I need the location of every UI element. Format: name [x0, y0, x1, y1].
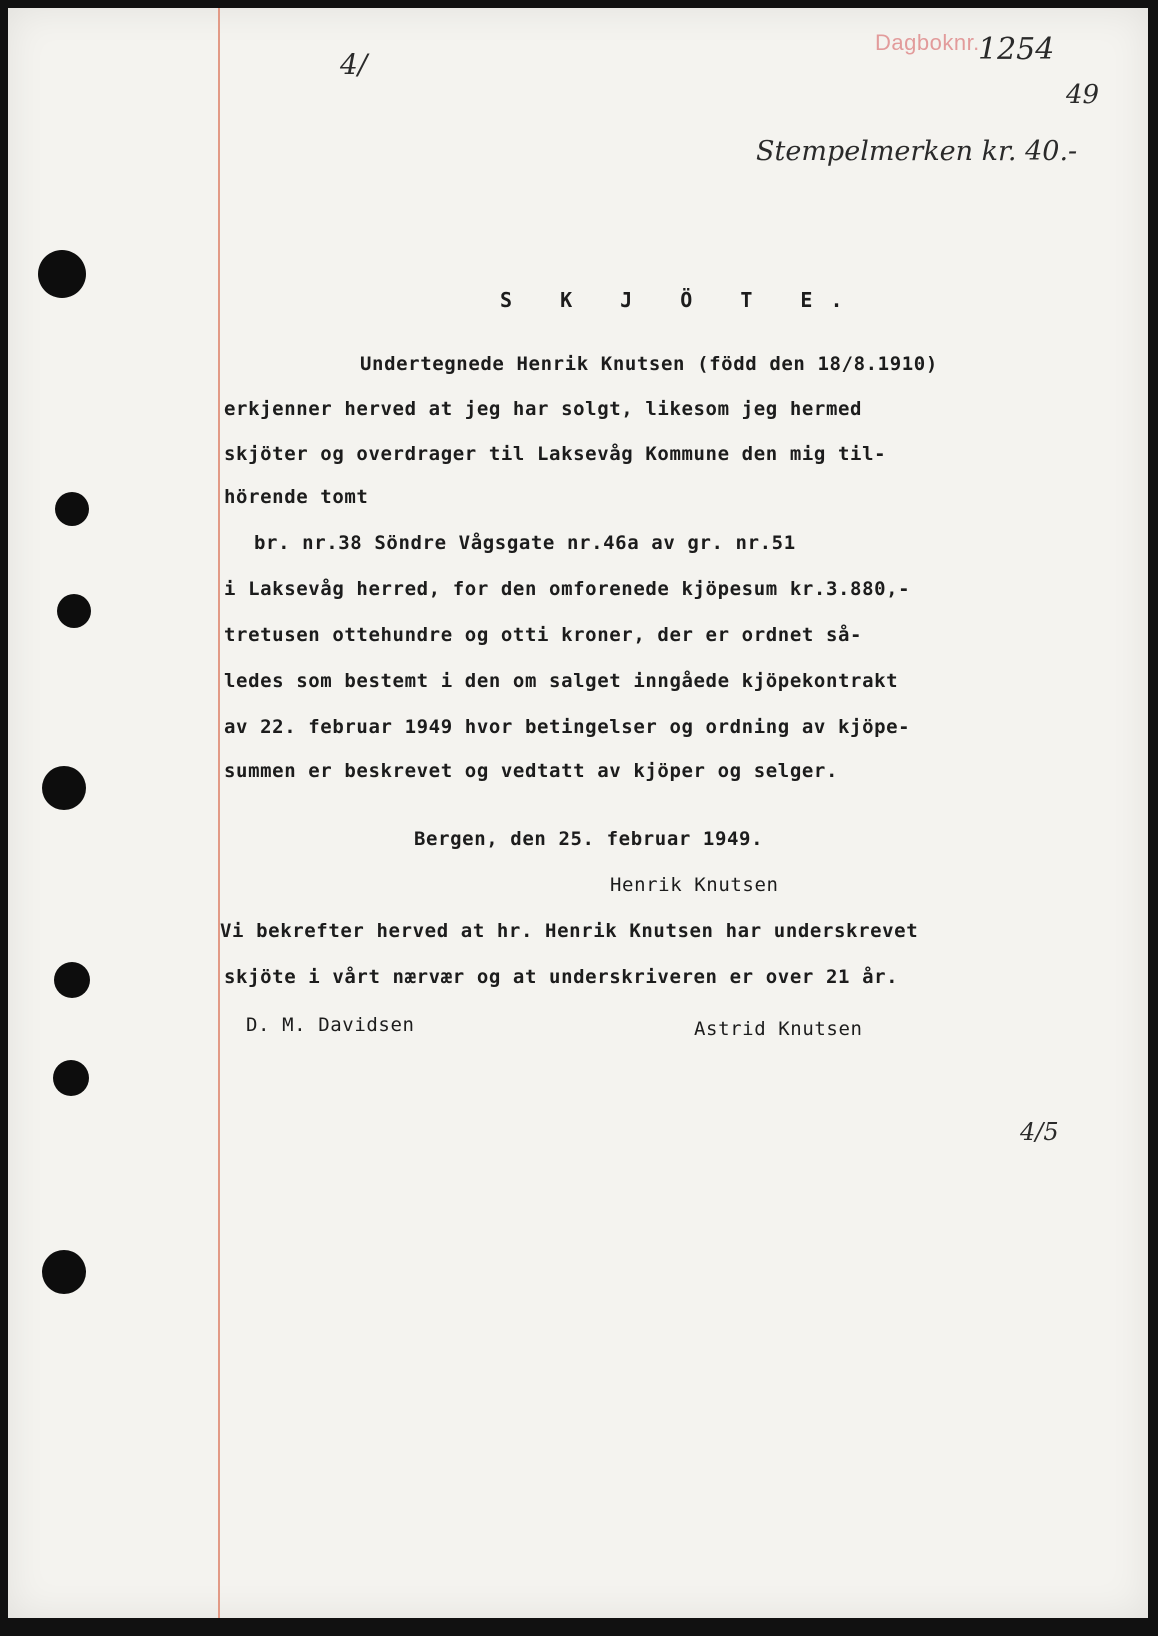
body-line: ledes som bestemt i den om salget inngåede kjöpekontrakt	[224, 670, 899, 692]
body-line: br. nr.38 Söndre Vågsgate nr.46a av gr. nr.51	[254, 532, 796, 554]
journal-number: 1254	[978, 32, 1055, 67]
binder-hole	[53, 1060, 89, 1096]
witness-statement-line: Vi bekrefter herved at hr. Henrik Knutsen har underskrevet	[220, 920, 919, 942]
witness-signature-1: D. M. Davidsen	[246, 1014, 415, 1036]
binder-hole	[38, 250, 86, 298]
witness-signature-2: Astrid Knutsen	[694, 1018, 863, 1040]
document-title: S K J Ö T E.	[500, 288, 861, 312]
binder-hole	[42, 1250, 86, 1294]
binder-hole	[54, 962, 90, 998]
binder-hole	[55, 492, 89, 526]
margin-rule	[218, 8, 220, 1618]
bottom-handwritten-mark: 4/5	[1020, 1118, 1059, 1146]
body-line: hörende tomt	[224, 486, 369, 508]
journal-stamp-label: Dagboknr.	[875, 30, 980, 55]
seller-signature: Henrik Knutsen	[610, 874, 779, 896]
body-line: i Laksevåg herred, for den omforenede kjöpesum kr.3.880,-	[224, 578, 911, 600]
top-handwritten-mark: 4/	[340, 48, 368, 81]
binder-hole	[57, 594, 91, 628]
witness-statement-line: skjöte i vårt nærvær og at underskriveren er over 21 år.	[224, 966, 899, 988]
document-page	[8, 8, 1148, 1618]
binder-hole	[42, 766, 86, 810]
body-line: Undertegnede Henrik Knutsen (född den 18/8.1910)	[360, 353, 938, 375]
journal-year: 49	[1066, 80, 1100, 110]
place-and-date: Bergen, den 25. februar 1949.	[414, 828, 764, 850]
body-line: skjöter og overdrager til Laksevåg Kommune den mig til-	[224, 443, 887, 465]
stamp-duty-note: Stempelmerken kr. 40.-	[756, 136, 1078, 167]
body-line: tretusen ottehundre og otti kroner, der er ordnet så-	[224, 624, 863, 646]
body-line: av 22. februar 1949 hvor betingelser og ordning av kjöpe-	[224, 716, 911, 738]
body-line: erkjenner herved at jeg har solgt, likesom jeg hermed	[224, 398, 863, 420]
body-line: summen er beskrevet og vedtatt av kjöper og selger.	[224, 760, 838, 782]
